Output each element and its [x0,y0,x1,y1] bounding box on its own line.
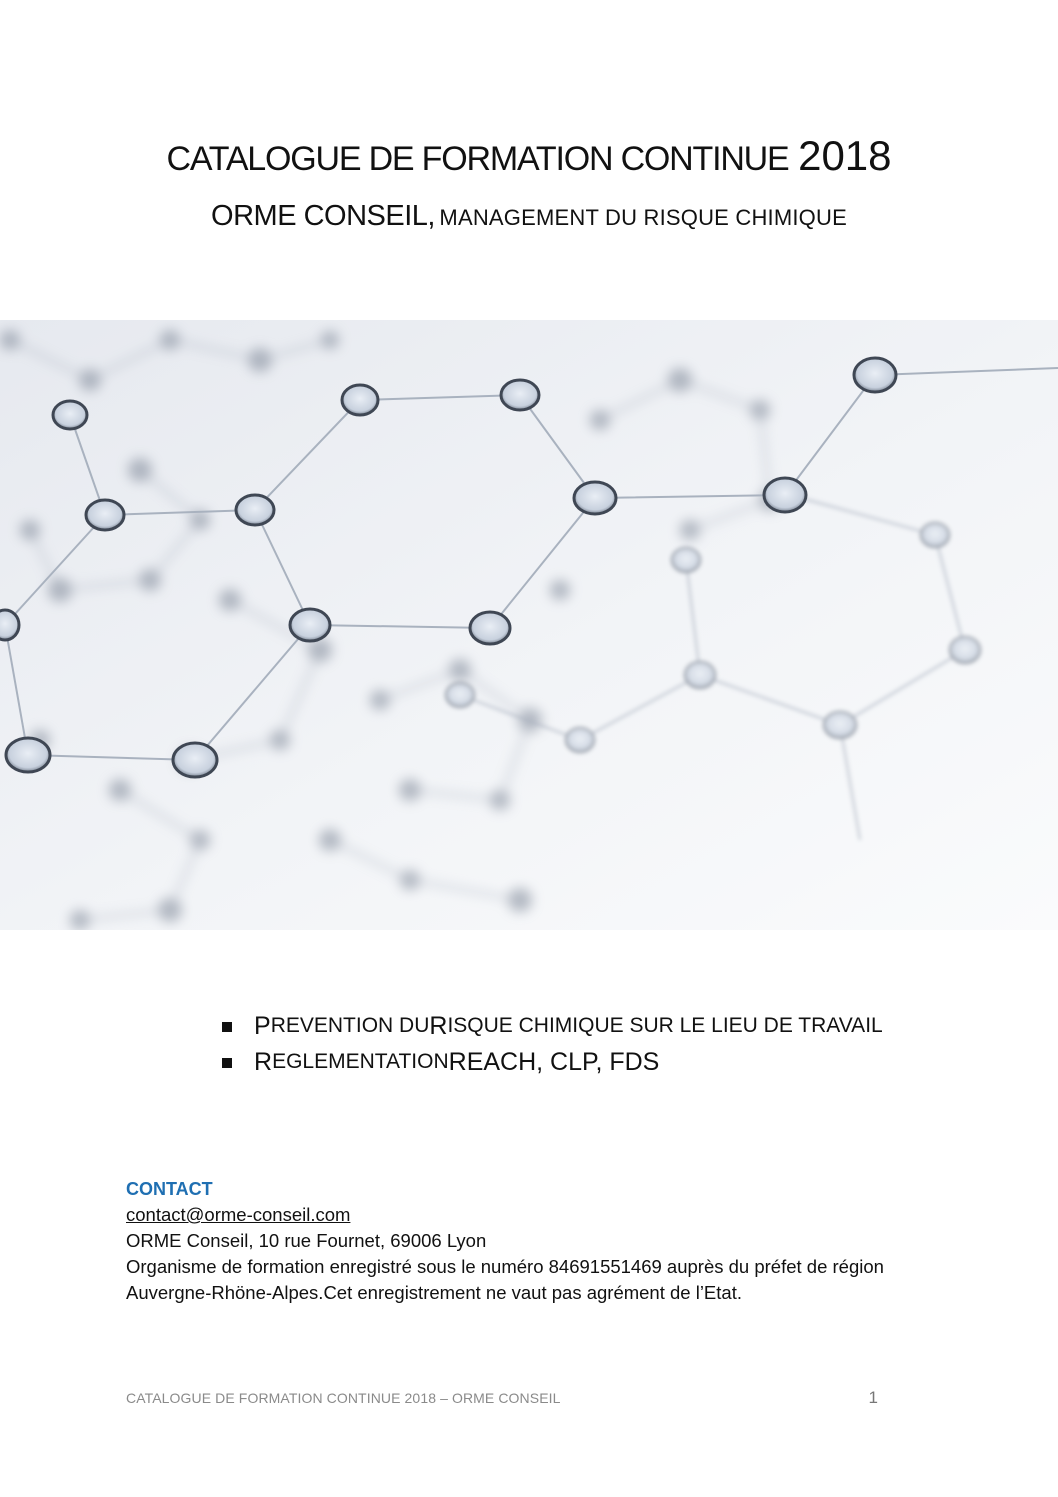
contact-block [126,1176,884,1306]
list-item: R EGLEMENTATION REACH, CLP, FDS [222,1044,883,1080]
title-year: 2018 [798,132,892,179]
list-item: P REVENTION DU R ISQUE CHIMIQUE SUR LE LIEU DE TRAVAIL [222,1008,883,1044]
square-bullet-icon [222,1058,232,1068]
page-number: 1 [868,1388,878,1407]
footer-text: CATALOGUE DE FORMATION CONTINUE 2018 – ORME CONSEIL [126,1390,561,1406]
title-main: CATALOGUE DE FORMATION CONTINUE [166,140,789,178]
registration-line-1: Organisme de formation enregistré sous le numéro 84691551469 auprès du préfet de région [126,1256,884,1277]
registration-line-2: Auvergne-Rhöne-Alpes.Cet enregistrement ne vaut pas agrément de l’Etat. [126,1282,742,1303]
contact-email-link[interactable]: contact@orme-conseil.com [126,1204,351,1225]
contact-title: CONTACT [126,1179,213,1199]
document-title [0,132,1058,180]
subtitle-rest: MANAGEMENT DU RISQUE CHIMIQUE [439,205,847,230]
contact-address: ORME Conseil, 10 rue Fournet, 69006 Lyon [126,1230,487,1251]
document-subtitle [0,200,1058,233]
page-footer [126,1390,878,1412]
subtitle-brand: ORME CONSEIL, [211,200,435,232]
square-bullet-icon [222,1022,232,1032]
topic-list [222,1008,883,1080]
molecule-network-image [0,320,1058,930]
